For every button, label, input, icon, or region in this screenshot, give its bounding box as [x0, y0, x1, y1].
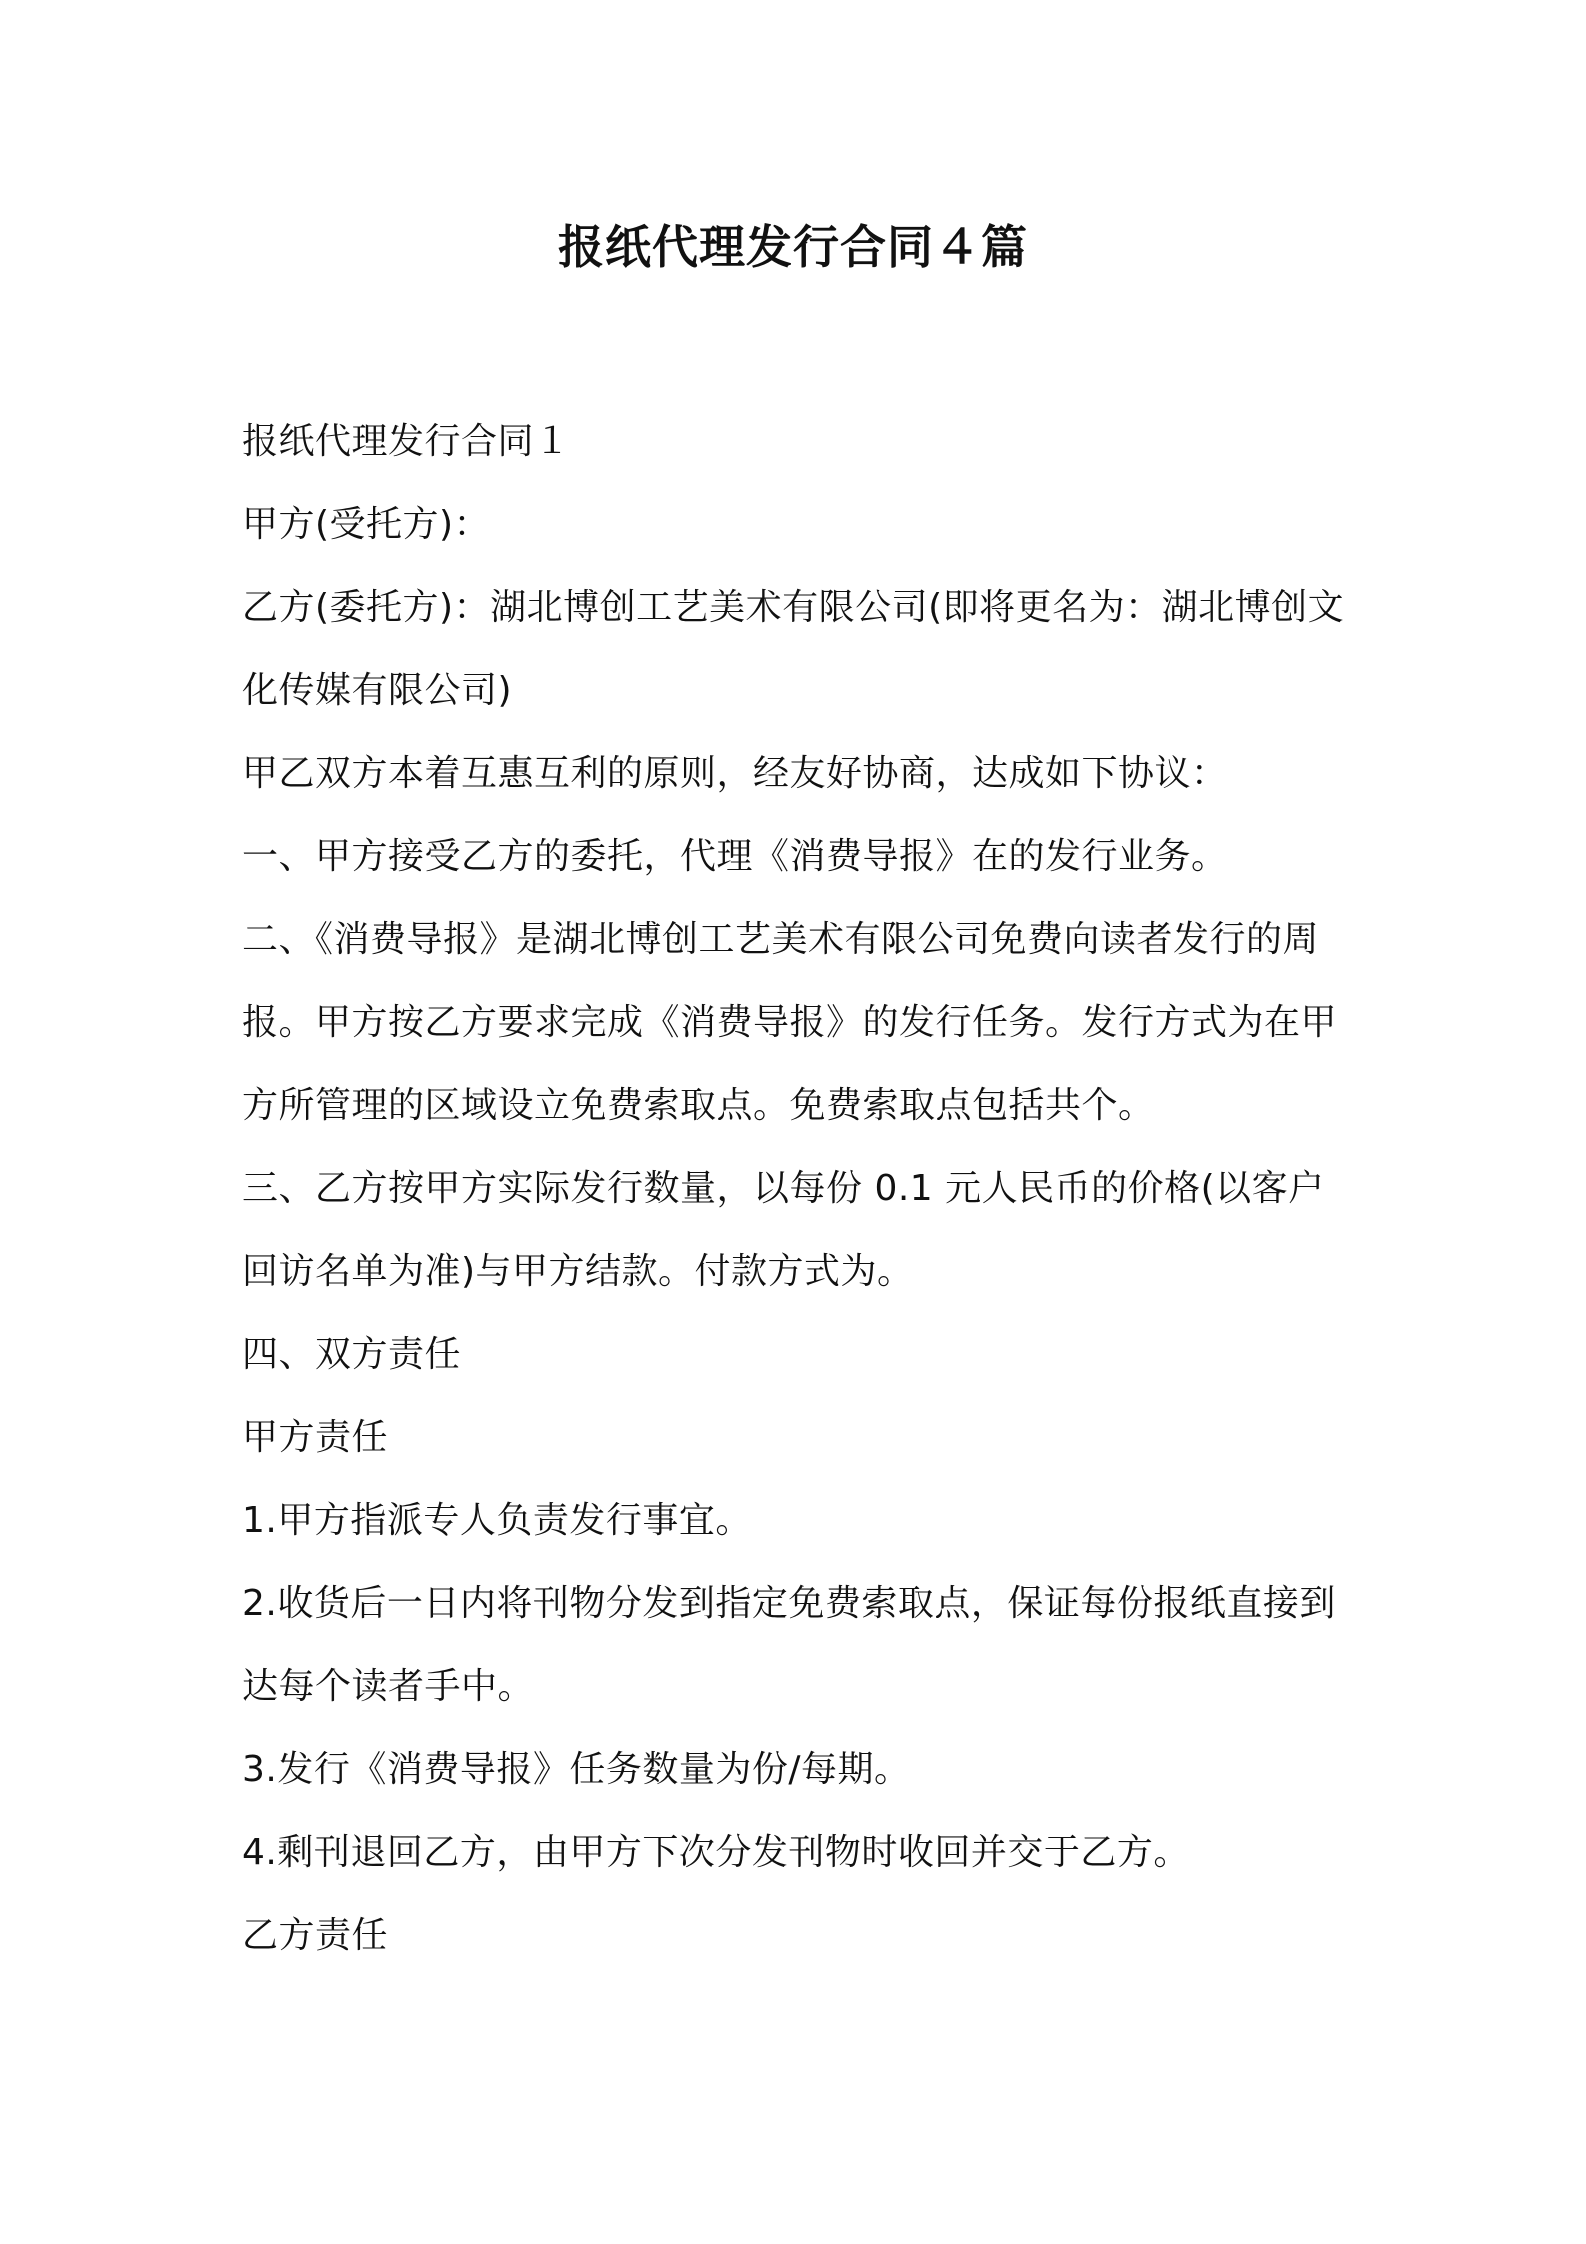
clause-2-cont: 报。甲方按乙方要求完成《消费导报》的发行任务。发行方式为在甲 — [242, 1002, 1338, 1043]
section-heading: 报纸代理发行合同１ — [242, 421, 571, 462]
clause-3-cont: 回访名单为准)与甲方结款。付款方式为。 — [242, 1251, 914, 1292]
document-body — [242, 400, 1362, 1977]
clause-2-cont: 方所管理的区域设立免费索取点。免费索取点包括共个。 — [242, 1085, 1155, 1126]
duty-item-1: 1.甲方指派专人负责发行事宜。 — [242, 1500, 752, 1541]
document-title: 报纸代理发行合同４篇 — [558, 220, 1028, 274]
agreement-intro: 甲乙双方本着互惠互利的原则，经友好协商，达成如下协议： — [242, 753, 1228, 794]
party-a-duties-heading: 甲方责任 — [242, 1417, 389, 1458]
clause-3: 三、乙方按甲方实际发行数量，以每份 0.1 元人民币的价格(以客户 — [242, 1168, 1325, 1209]
clause-2: 二、《消费导报》是湖北博创工艺美术有限公司免费向读者发行的周 — [242, 919, 1320, 960]
clause-1: 一、甲方接受乙方的委托，代理《消费导报》在的发行业务。 — [242, 836, 1228, 877]
duty-item-2-cont: 达每个读者手中。 — [242, 1666, 535, 1707]
party-a-line: 甲方(受托方)： — [242, 504, 491, 545]
duty-item-2: 2.收货后一日内将刊物分发到指定免费索取点，保证每份报纸直接到 — [242, 1583, 1336, 1624]
duty-item-3: 3.发行《消费导报》任务数量为份/每期。 — [242, 1749, 911, 1790]
clause-4-heading: 四、双方责任 — [242, 1334, 462, 1375]
duty-item-4: 4.剩刊退回乙方，由甲方下次分发刊物时收回并交于乙方。 — [242, 1832, 1190, 1873]
party-b-line: 乙方(委托方)：湖北博创工艺美术有限公司(即将更名为：湖北博创文 — [242, 587, 1345, 628]
party-b-duties-heading: 乙方责任 — [242, 1915, 389, 1956]
party-b-line-cont: 化传媒有限公司) — [242, 670, 513, 711]
